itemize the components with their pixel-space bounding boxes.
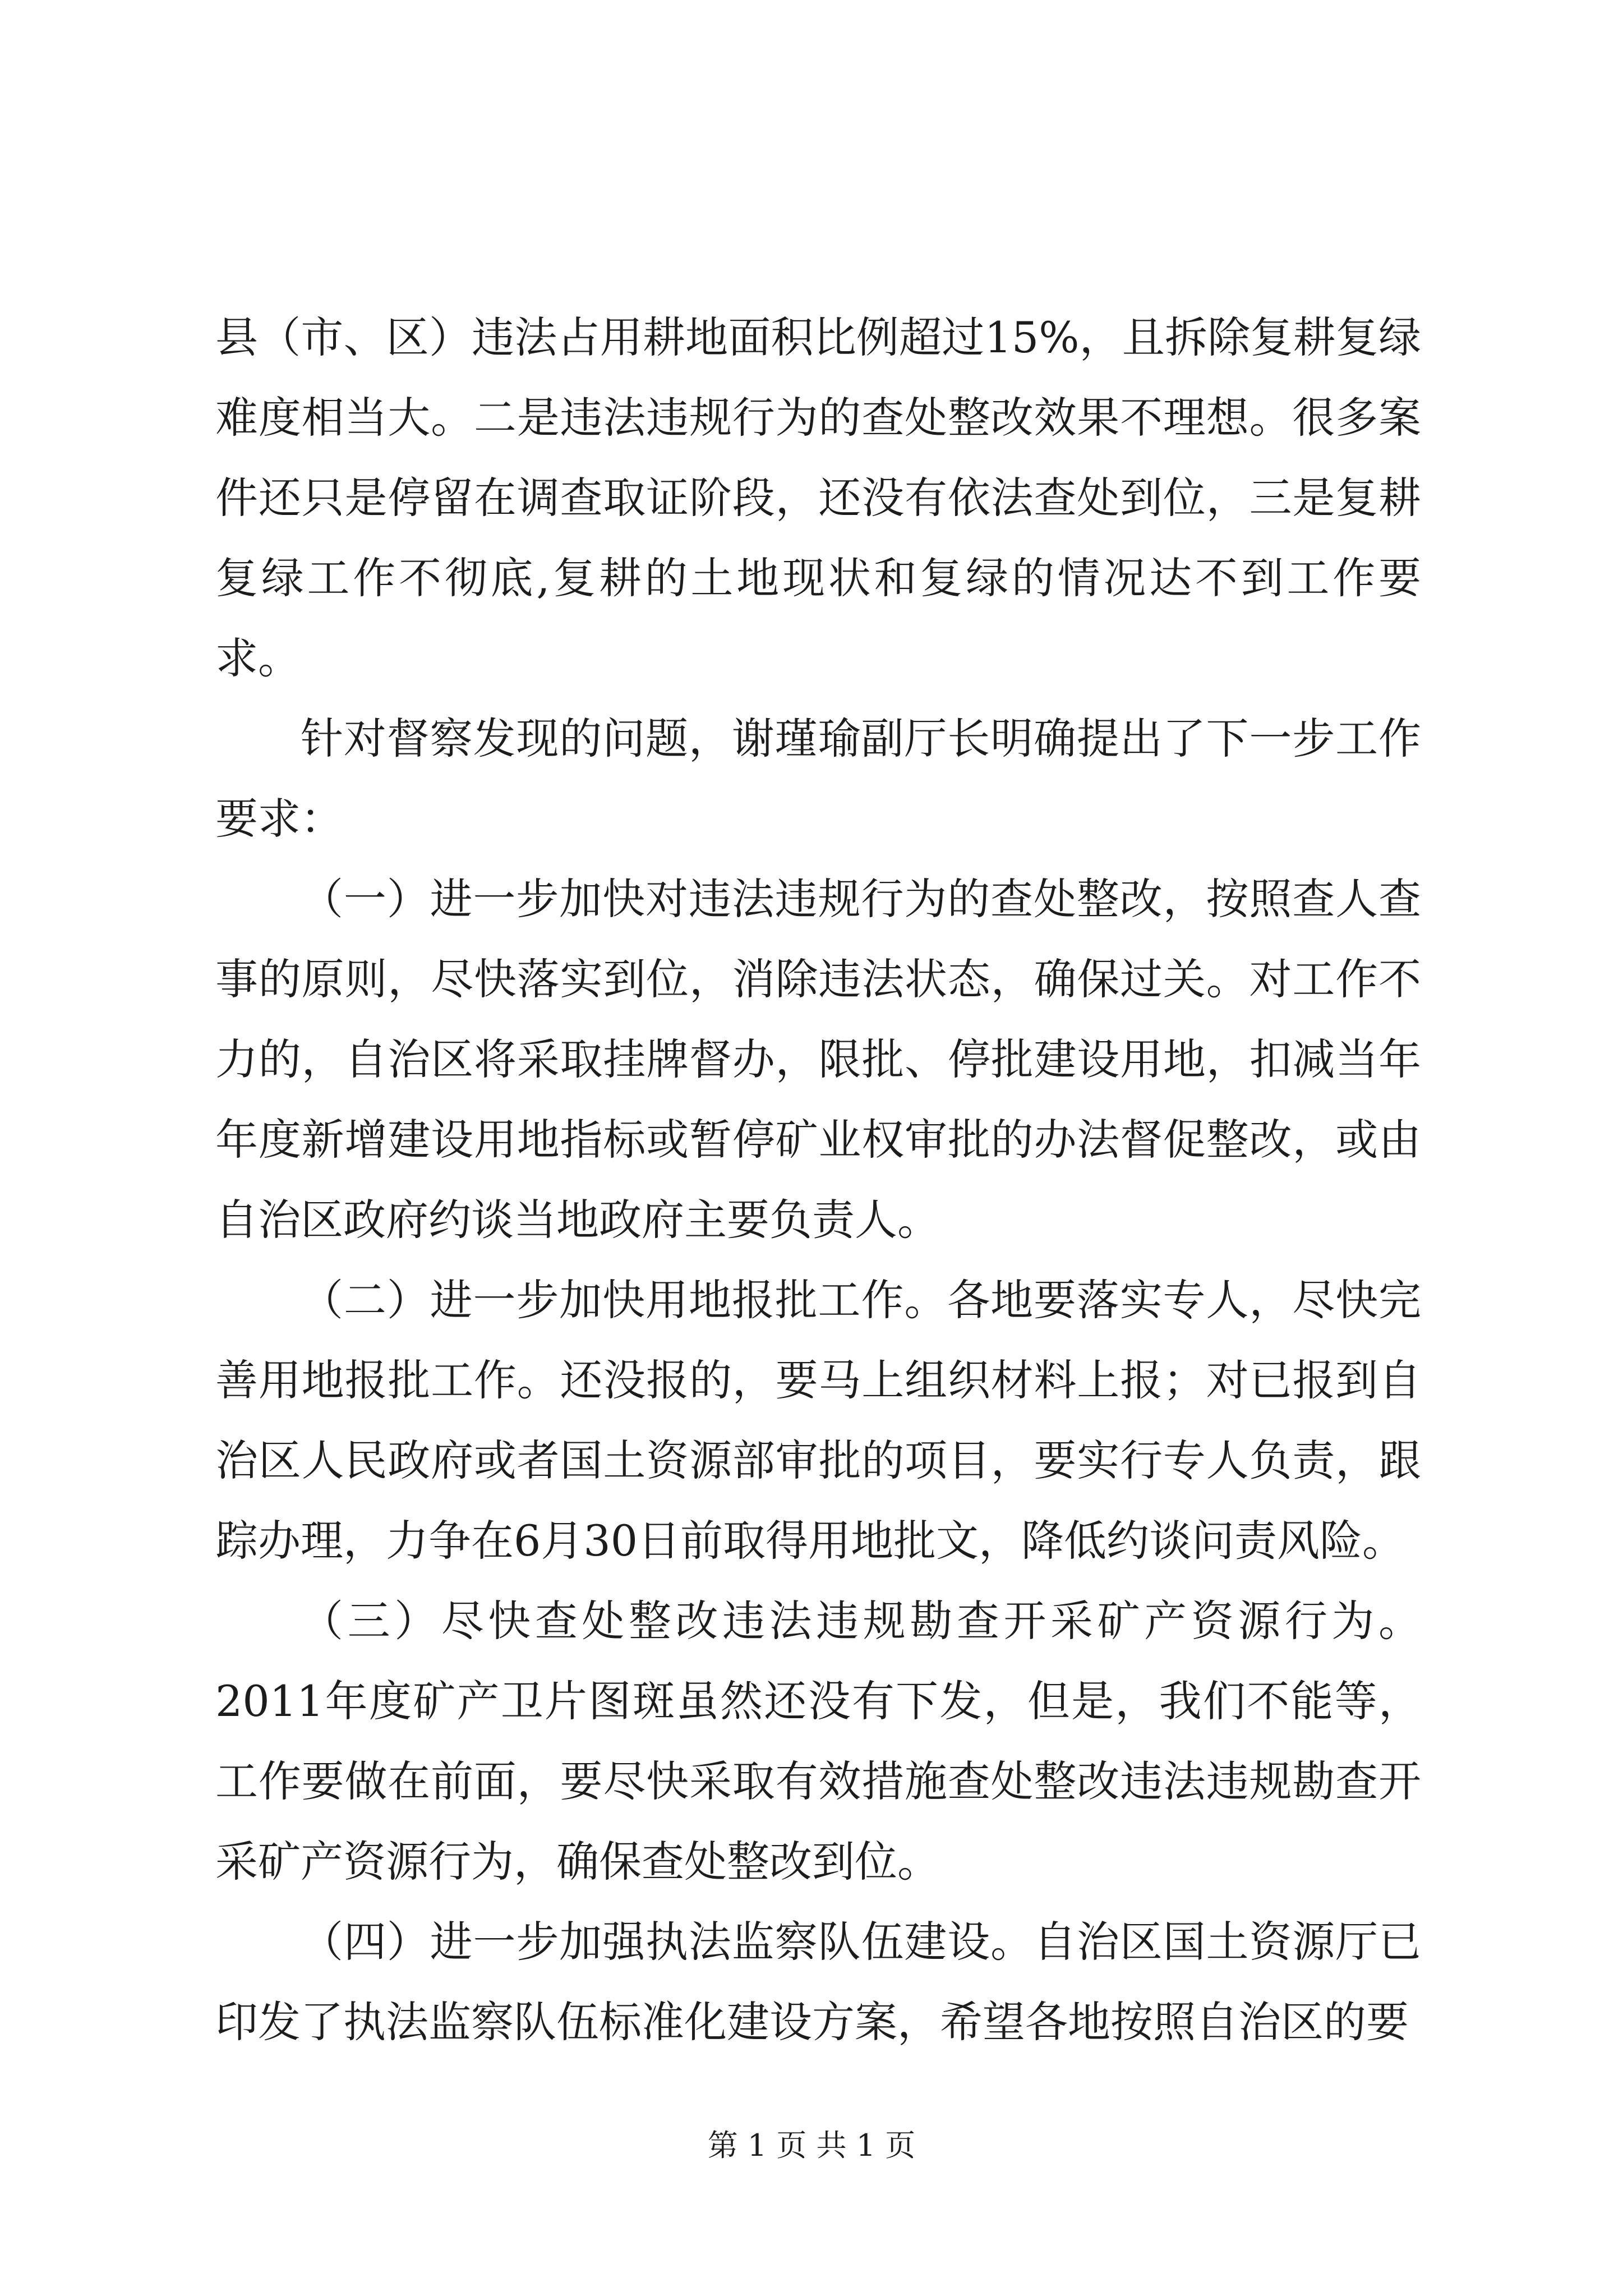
page-footer: 第 1 页 共 1 页 [707, 2128, 916, 2163]
paragraph-item-4: （四）进一步加强执法监察队伍建设。自治区国土资源厅已印发了执法监察队伍标准化建设方案，希望各地按照自治区的要 [215, 1917, 1421, 2047]
paragraph-item-2: （二）进一步加快用地报批工作。各地要落实专人，尽快完善用地报批工作。还没报的，要马上组织材料上报；对已报到自治区人民政府或者国土资源部审批的项目，要实行专人负责，跟踪办理，力争在6月30日前取得用地批文，降低约谈问责风险。 [215, 1275, 1421, 1566]
document-body [215, 297, 1421, 2062]
paragraph-item-1: （一）进一步加快对违法违规行为的查处整改，按照查人查事的原则，尽快落实到位，消除违法状态，确保过关。对工作不力的，自治区将采取挂牌督办，限批、停批建设用地，扣减当年年度新增建设用地指标或暂停矿业权审批的办法督促整改，或由自治区政府约谈当地政府主要负责人。 [215, 874, 1421, 1245]
paragraph-intro: 针对督察发现的问题，谢瑾瑜副厅长明确提出了下一步工作要求： [215, 714, 1421, 844]
paragraph-continuation: 县（市、区）违法占用耕地面积比例超过15%，且拆除复耕复绿难度相当大。二是违法违规行为的查处整改效果不理想。很多案件还只是停留在调查取证阶段，还没有依法查处到位，三是复耕复绿工作不彻底,复耕的土地现状和复绿的情况达不到工作要求。 [215, 312, 1421, 683]
paragraph-item-3: （三）尽快查处整改违法违规勘查开采矿产资源行为。2011年度矿产卫片图斑虽然还没有下发，但是，我们不能等，工作要做在前面，要尽快采取有效措施查处整改违法违规勘查开采矿产资源行为，确保查处整改到位。 [215, 1596, 1421, 1887]
